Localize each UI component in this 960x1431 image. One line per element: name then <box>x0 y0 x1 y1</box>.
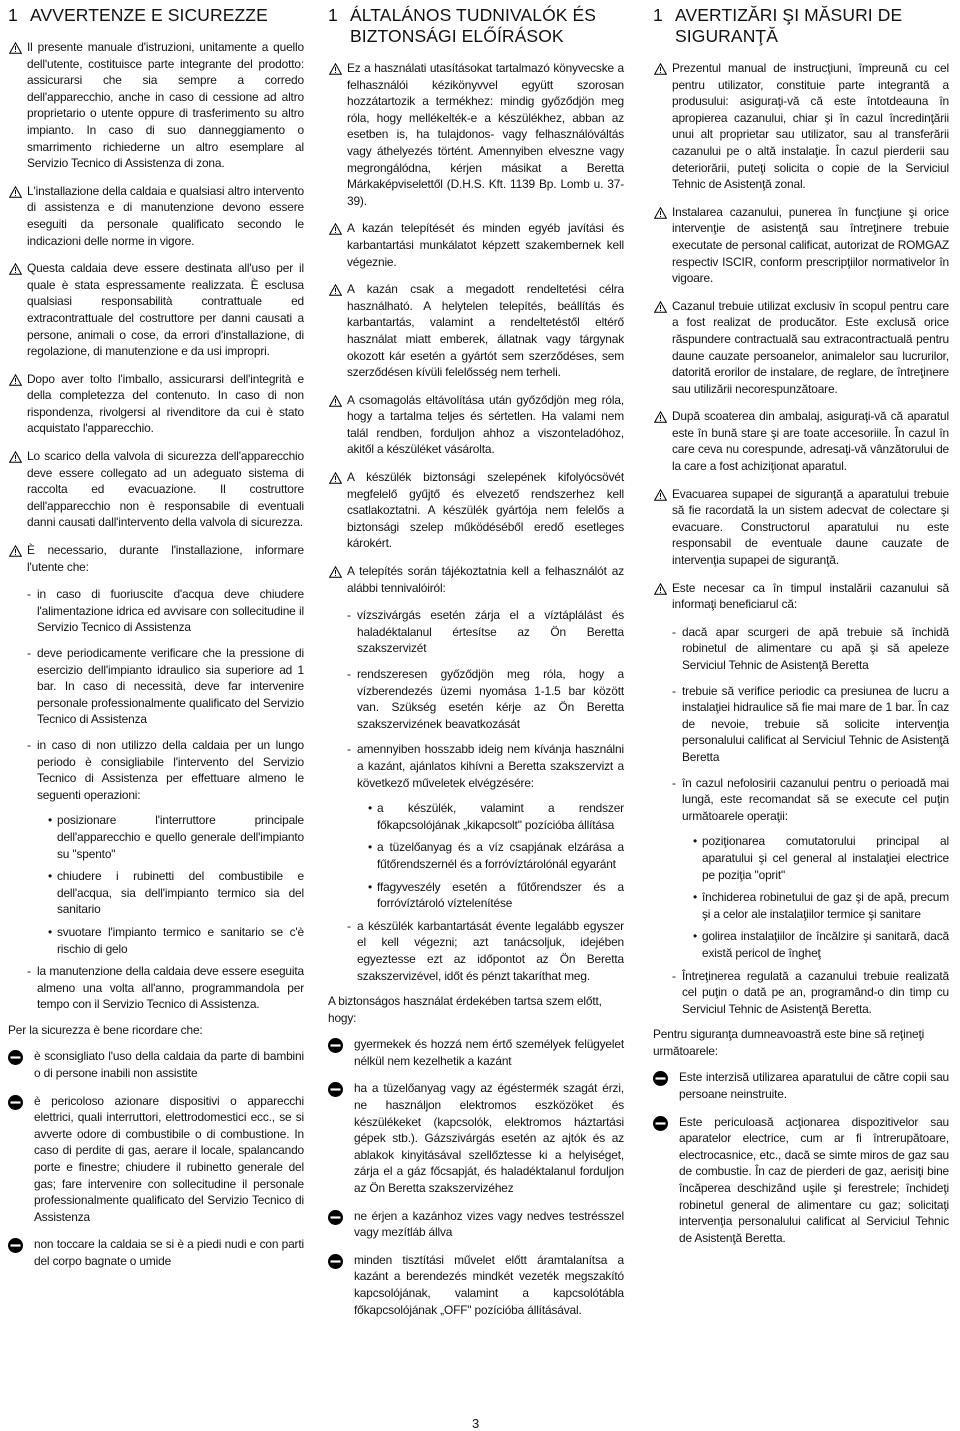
dash-item-text: in caso di non utilizzo della caldaia per un lungo periodo è consigliabile l'intervento del Servizio Tecnico di Assistenza per effettuare almeno le seguenti operazioni: <box>37 737 304 802</box>
dash-marker: - <box>27 737 31 752</box>
no-entry-icon <box>328 1038 343 1053</box>
warning-text: A telepítés során tájékoztatnia kell a felhasználót az alábbi tennivalóiról: <box>347 564 624 595</box>
warning-paragraph <box>328 392 624 458</box>
prohibition-item <box>8 1236 304 1269</box>
warning-triangle-icon <box>329 63 342 75</box>
dash-marker: - <box>27 646 31 660</box>
prohibition-text: non toccare la caldaia se si è a piedi nudi e con parti del corpo bagnate o umide <box>34 1237 304 1268</box>
dash-item <box>328 607 624 657</box>
bullet-item-text: închiderea robinetului de gaz şi de apă, precum şi a celor ale instalaţiilor termice şi sanitare <box>702 890 949 921</box>
warning-paragraph <box>8 448 304 531</box>
dash-item-text: trebuie să verifice periodic ca presiunea de lucru a instalaţiei hidraulice să fie mai mare de 1 bar. În caz de nevoie, trebuie să solicite intervenţia personalului calificat al Serviciul Tehnic de Asistenţă Beretta <box>682 683 949 764</box>
bullet-item <box>328 879 624 912</box>
warning-triangle-icon <box>654 207 667 219</box>
dash-item-text: rendszeresen győződjön meg róla, hogy a vízberendezés üzemi nyomása 1-1.5 bar között van. Szükség esetén kérje az Ön Beretta szakszervizének beavatkozását <box>357 667 624 731</box>
prohibition-text: Este interzisă utilizarea aparatului de către copii sau persoane neinstruite. <box>679 1070 949 1102</box>
warning-triangle-icon <box>9 374 22 386</box>
warning-paragraph <box>653 408 949 474</box>
prohibition-item <box>8 1093 304 1226</box>
prohibition-item <box>328 1036 624 1069</box>
warning-text: Lo scarico della valvola di sicurezza dell'apparecchio deve essere collegato ad un adeguato sistema di raccolta ed evacuazione. Il costruttore dell'apparecchio non è responsabile di eventuali danni causati dall'intervento della valvola di sicurezza. <box>27 449 304 530</box>
warning-triangle-icon <box>9 186 22 198</box>
warning-text: Dopo aver tolto l'imballo, assicurarsi dell'integrità e della completezza del contenuto. In caso di non rispondenza, rivolgersi al rivenditore da cui è stato acquistato l'apparecchio. <box>27 371 304 436</box>
section-number: 1 <box>653 5 663 25</box>
warning-paragraph <box>328 220 624 270</box>
bullet-marker: • <box>693 929 698 944</box>
warning-text: Questa caldaia deve essere destinata all'uso per il quale è stata espressamente realizzata. È esclusa qualsiasi responsabilità contrattuale ed extracontrattuale del costruttore per danni causati a persone, animali o cose, da errori d'installazione, di regolazione, di manutenzione e da usi impropri. <box>27 261 304 359</box>
bullet-item <box>653 928 949 961</box>
prohibition-item <box>653 1114 949 1247</box>
dash-marker: - <box>347 918 351 933</box>
bullet-item <box>8 868 304 918</box>
bullet-marker: • <box>693 834 698 849</box>
section-title: AVVERTENZE E SICUREZZE <box>30 5 268 25</box>
warning-text: Ez a használati utasításokat tartalmazó könyvecske a felhasználói kézikönyvvel együtt szorosan hozzátartozik a termékhez: mindig győződjön meg róla, hogy mellékelték-e a készülékhez, abban az esetben is, ha tulajdonos- vagy felhasználóváltás vagy áthelyezés történt. Amennyiben elveszne vagy megrongálódna, kérjen másikat a Beretta Márkaképviselettől (D.H.S. Kft. 1139 Bp. Lomb u. 37-39). <box>347 61 624 208</box>
warning-paragraph <box>653 204 949 287</box>
warning-triangle-icon <box>654 63 667 75</box>
bullet-marker: • <box>48 869 53 884</box>
warning-text: A kazán telepítését és minden egyéb javítási és karbantartási munkálatot képzett szakembernek kell végeznie. <box>347 221 624 269</box>
bullet-item <box>8 812 304 862</box>
prohibition-text: gyermekek és hozzá nem értő személyek felügyelet nélkül nem kezelhetik a kazánt <box>354 1037 624 1068</box>
warning-triangle-icon <box>329 223 342 235</box>
bullet-item <box>653 889 949 922</box>
section-number: 1 <box>8 5 18 25</box>
dash-item <box>653 624 949 674</box>
dash-item <box>328 918 624 984</box>
warning-triangle-icon <box>329 395 342 407</box>
dash-item <box>653 775 949 825</box>
dash-item-text: în cazul nefolosirii cazanului pentru o perioadă mai lungă, este recomandat să se execute cel puţin următoarele operaţii: <box>682 775 949 823</box>
no-entry-icon <box>328 1082 343 1097</box>
prohibition-text: è sconsigliato l'uso della caldaia da parte di bambini o di persone inabili non assistite <box>34 1049 304 1081</box>
warning-triangle-icon <box>654 301 667 313</box>
bullet-marker: • <box>368 840 373 855</box>
bullet-marker: • <box>368 879 373 894</box>
warning-text: A kazán csak a megadott rendeltetési célra használható. A helytelen telepítés, beállítás és karbantartás, valamint a rendeltetéstől eltérő használat miatt emberek, állatnak vagy tárgynak okozott kár esetén a gyártót sem szerződéses, sem szerződésen kívüli felelősség nem terheli. <box>347 282 624 380</box>
warning-text: A csomagolás eltávolítása után győződjön meg róla, hogy a tartalma teljes és sértetlen. Ha valami nem talál rendben, forduljon ahhoz a viszonteladóhoz, akitől a készüléket vásárolta. <box>347 392 624 457</box>
dash-item <box>328 741 624 791</box>
dash-item <box>653 683 949 766</box>
dash-marker: - <box>347 608 351 623</box>
dash-item-text: in caso di fuoriuscite d'acqua deve chiudere l'alimentazione idrica ed avvisare con sollecitudine il Servizio Tecnico di Assistenza <box>37 587 304 635</box>
warning-paragraph <box>8 39 304 172</box>
warning-paragraph <box>8 371 304 437</box>
prohibition-text: ha a tüzelőanyag vagy az égéstermék szagát érzi, ne használjon elektromos eszközöket és készülékeket (kapcsolók, elektromos háztartási gépek stb.). Gázszivárgás esetén az ajtók és az ablakok kinyitásával szellőztesse ki a helyiséget, zárja el a gáz főcsapját, és haladéktalanul forduljon az Ön Beretta szakszervizéhez <box>354 1081 624 1196</box>
warning-text: L'installazione della caldaia e qualsiasi altro intervento di assistenza e di manutenzione devono essere eseguiti da personale qualificato secondo le indicazioni delle norme in vigore. <box>27 183 304 248</box>
dash-marker: - <box>672 624 676 639</box>
dash-marker: - <box>672 683 676 698</box>
dash-marker: - <box>347 742 351 757</box>
bullet-item <box>8 924 304 957</box>
no-entry-icon <box>653 1071 668 1086</box>
prohibition-text: ne érjen a kazánhoz vizes vagy nedves testrésszel vagy mezítláb állva <box>354 1208 624 1240</box>
dash-marker: - <box>347 667 351 681</box>
warning-text: Este necesar ca în timpul instalării cazanului să informaţi beneficiarul că: <box>672 580 949 612</box>
section-heading <box>328 0 624 47</box>
warning-triangle-icon <box>654 411 667 423</box>
prohibition-item <box>328 1252 624 1318</box>
section-number: 1 <box>328 5 338 25</box>
no-entry-icon <box>328 1254 343 1269</box>
bullet-item-text: a készülék, valamint a rendszer főkapcsolójának „kikapcsolt" pozícióba állítása <box>377 801 624 832</box>
warning-triangle-icon <box>329 284 342 296</box>
page-number: 3 <box>472 1416 480 1431</box>
no-entry-icon <box>8 1238 23 1253</box>
warning-text: È necessario, durante l'installazione, informare l'utente che: <box>27 543 304 574</box>
prohibition-item <box>328 1208 624 1241</box>
dash-item <box>328 666 624 732</box>
warning-paragraph <box>653 298 949 398</box>
warning-triangle-icon <box>329 472 342 484</box>
bullet-item <box>653 833 949 883</box>
no-entry-icon <box>328 1210 343 1225</box>
dash-item-text: a készülék karbantartását évente legalább egyszer el kell végezni; azt tanácsoljuk, idejében egyeztesse ezt az időpontot az Ön Beretta szakszervizével, időt és pénzt takaríthat meg. <box>357 918 624 983</box>
column-romanian <box>653 0 949 1257</box>
dash-item-text: amennyiben hosszabb ideig nem kívánja használni a kazánt, ajánlatos kihívni a Beretta szakszervizt a következő műveletek elvégzésére: <box>357 742 624 790</box>
bullet-item <box>328 839 624 872</box>
warning-text: Prezentul manual de instrucţiuni, împreună cu cel pentru utilizator, constituie parte integrantă a produsului: asiguraţi-vă că este întotdeauna în apropierea cazanului, chiar şi în cazul încredinţării unui alt proprietar sau utilizator, sau al transferării cazanului pe o altă instalaţie. În cazul pierderii sau deteriorării, puteţi solicita o copie de la Serviciul Tehnic de Asistenţă zonal. <box>672 61 949 192</box>
bullet-item-text: ffagyveszély esetén a fűtőrendszer és a forróvíztároló víztelenítése <box>377 879 624 911</box>
dash-marker: - <box>672 775 676 790</box>
no-entry-icon <box>653 1116 668 1131</box>
warning-triangle-icon <box>9 263 22 275</box>
warning-triangle-icon <box>654 583 667 595</box>
warning-text: A készülék biztonsági szelepének kifolyócsövét megfelelő gyűjtő és elvezető rendszerhez kell csatlakoztatni. A készülék gyártója nem felelős a biztonsági szelep működéséből eredő esetleges károkért. <box>347 470 624 551</box>
warning-paragraph <box>328 563 624 596</box>
warning-triangle-icon <box>9 42 22 54</box>
column-hungarian <box>328 0 624 1329</box>
section-heading <box>653 0 949 47</box>
warning-paragraph <box>8 183 304 249</box>
bullet-marker: • <box>368 801 373 816</box>
no-entry-icon <box>8 1095 23 1110</box>
bullet-item-text: posizionare l'interruttore principale dell'apparecchio e quello generale dell'impianto su "spento" <box>57 813 304 861</box>
dash-item <box>8 963 304 1013</box>
prohibition-item <box>328 1080 624 1196</box>
warning-paragraph <box>653 60 949 193</box>
dash-item-text: vízszivárgás esetén zárja el a víztáplálást és haladéktalanul értesítse az Ön Beretta szakszervizét <box>357 608 624 656</box>
bullet-marker: • <box>693 890 698 905</box>
dash-item <box>653 968 949 1018</box>
dash-item-text: dacă apar scurgeri de apă trebuie să închidă robinetul de alimentare cu apă şi să apeleze Serviciul Tehnic de Asistenţă Beretta <box>682 624 949 672</box>
warning-paragraph <box>653 486 949 569</box>
section-heading <box>8 0 304 26</box>
dash-marker: - <box>27 587 31 602</box>
warning-paragraph <box>328 60 624 209</box>
safety-intro: A biztonságos használat érdekében tartsa szem előtt, hogy: <box>328 994 602 1025</box>
prohibition-text: minden tisztítási művelet előtt áramtalanítsa a kazánt a berendezés mindkét vezeték megszakító kapcsolójának, valamint a kapcsolótábla főkapcsolójának „OFF" pozícióba állításával. <box>354 1252 624 1317</box>
warning-text: După scoaterea din ambalaj, asiguraţi-vă că aparatul este în bună stare şi are toate accesoriile. În cazul în care ceva nu corespunde, adresaţi-vă vânzătorului de la care a fost achiziţionat aparatul. <box>672 409 949 474</box>
bullet-item-text: golirea instalaţiilor de încălzire şi sanitară, dacă există pericol de îngheţ <box>702 929 949 960</box>
dash-item-text: deve periodicamente verificare che la pressione di esercizio dell'impianto idraulico sia superiore ad 1 bar. In caso di necessità, deve far intervenire personale professionalmente qualificato del Servizio Tecnico di Assistenza <box>37 646 304 727</box>
bullet-item-text: chiudere i rubinetti del combustibile e dell'acqua, sia dell'impianto termico sia del sanitario <box>57 869 304 917</box>
warning-text: Cazanul trebuie utilizat exclusiv în scopul pentru care a fost realizat de producător. Este exclusă orice răspundere contractuală sau extracontractuală pentru daune cauzate persoanelor, animalelor sau lucrurilor, datorită erorilor de instalare, de reglare, de întreţinere sau utilizării necorespunzătoare. <box>672 298 949 396</box>
warning-paragraph <box>8 542 304 575</box>
prohibition-text: è pericoloso azionare dispositivi o apparecchi elettrici, quali interruttori, elettrodomestici ecc., se si avverte odore di combustibile o di combustione. In caso di perdite di gas, aerare il locale, spalancando porte e finestre; chiudere il rubinetto generale del gas; fare intervenire con sollecitudine il personale professionalmente qualificato del Servizio Tecnico di Assistenza <box>34 1093 304 1224</box>
dash-marker: - <box>672 968 676 983</box>
prohibition-item <box>653 1069 949 1102</box>
section-title: AVERTIZĂRI ŞI MĂSURI DE SIGURANŢĂ <box>675 5 903 46</box>
bullet-item-text: a tüzelőanyag és a víz csapjának elzárása a fűtőrendszernél és a forróvíztárolónál egyaránt <box>377 840 624 871</box>
prohibition-item <box>8 1048 304 1081</box>
dash-item-text: la manutenzione della caldaia deve essere eseguita almeno una volta all'anno, programmandola per tempo con il Servizio Tecnico di Assistenza. <box>37 964 304 1012</box>
section-title: ÁLTALÁNOS TUDNIVALÓK ÉS BIZTONSÁGI ELŐÍRÁSOK <box>350 5 597 46</box>
warning-paragraph <box>653 580 949 613</box>
warning-triangle-icon <box>9 451 22 463</box>
safety-intro: Pentru siguranţa dumneavoastră este bine să reţineţi următoarele: <box>653 1027 925 1058</box>
warning-text: Instalarea cazanului, punerea în funcţiune şi orice intervenţie de asistenţă sau întreţinere trebuie executate de personal calificat, autorizat de ROMGAZ respectiv ISCIR, conform prescripţiilor normativelor în vigoare. <box>672 204 949 286</box>
warning-text: Il presente manuale d'istruzioni, unitamente a quello dell'utente, costituisce parte integrante del prodotto: assicurarsi che sia sempre a corredo dell'apparecchio, anche in caso di cessione ad altro proprietario o utente oppure di trasferimento su altro impianto. In caso di suo danneggiamento o smarrimento richiederne un altro esemplare al Servizio Tecnico di Assistenza di zona. <box>27 40 304 171</box>
prohibition-text: Este periculoasă acţionarea dispozitivelor sau aparatelor electrice, cum ar fi întrerupătoare, electrocasnice, etc., dacă se simte miros de gaz sau de combustie. În caz de pierderi de gaz, aerisiţi bine încăperea deschizând uşile şi ferestrele; închideţi robinetul general de alimentare cu gaz; solicitaţi intervenţia personalului calificat al Serviciul Tehnic de Asistenţă Beretta. <box>679 1114 949 1245</box>
dash-item <box>8 645 304 728</box>
bullet-item-text: poziţionarea comutatorului principal al aparatului şi cel general al instalaţiei electrice pe poziţia "oprit" <box>702 834 949 882</box>
bullet-marker: • <box>48 813 53 828</box>
dash-item <box>8 737 304 803</box>
bullet-item-text: svuotare l'impianto termico e sanitario se c'è rischio di gelo <box>57 924 304 956</box>
bullet-item <box>328 800 624 833</box>
warning-paragraph <box>328 469 624 552</box>
warning-triangle-icon <box>654 489 667 501</box>
bullet-marker: • <box>48 924 53 939</box>
dash-marker: - <box>27 964 31 979</box>
dash-item-text: Întreţinerea regulată a cazanului trebuie realizată cel puţin o dată pe an, programând-o din timp cu Serviciul Tehnic de Asistenţă Beretta. <box>682 968 949 1016</box>
dash-item <box>8 586 304 636</box>
warning-paragraph <box>328 281 624 381</box>
warning-triangle-icon <box>9 545 22 557</box>
column-italian <box>8 0 304 1281</box>
warning-text: Evacuarea supapei de siguranţă a aparatului trebuie să fie racordată la un sistem adecvat de colectare şi evacuare. Constructorul aparatului nu este responsabil de eventuale daune cauzate de intervenţia supapei de siguranţă. <box>672 486 949 568</box>
warning-paragraph <box>8 260 304 360</box>
warning-triangle-icon <box>329 566 342 578</box>
no-entry-icon <box>8 1050 23 1065</box>
safety-intro: Per la sicurezza è bene ricordare che: <box>8 1022 203 1037</box>
